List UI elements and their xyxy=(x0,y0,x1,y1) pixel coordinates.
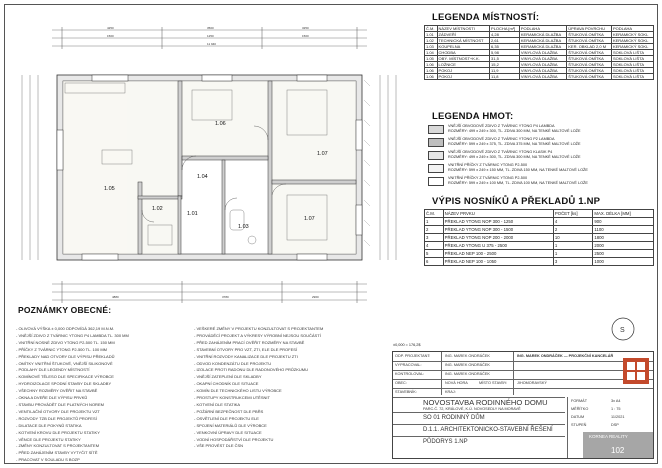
material-text: VNĚJŠÍ OBVODOVÉ ZDIVO Z TVÁRNIC YTONG P4 LAMBDA xyxy=(448,124,555,128)
table-cell: 2500 xyxy=(593,250,654,258)
table-cell: VINYLOVÁ DLAŽBA xyxy=(519,74,566,80)
header-cell: NÁZEV PRVKU xyxy=(443,210,553,218)
svg-text:4250: 4250 xyxy=(107,26,114,30)
material-text: VNITŘNÍ PŘÍČKY Z TVÁRNIC YTONG P2-500 xyxy=(448,176,528,180)
material-item xyxy=(428,124,654,137)
svg-text:11 940: 11 940 xyxy=(207,42,216,46)
note-line: - VNĚJŠÍ ZATEPLENÍ DLE SKLADBY xyxy=(194,374,262,380)
header-cell: NÁZEV MÍSTNOSTI xyxy=(437,26,489,32)
svg-text:3250: 3250 xyxy=(302,26,309,30)
table-row xyxy=(425,234,654,242)
object-name: SO 01 RODINNÝ DŮM xyxy=(423,415,485,421)
note-line: - PŘÍČKY Z TVÁRNIC YTONG P2-500 TL. 100 MM xyxy=(16,346,107,352)
label: VYPRACOVAL: xyxy=(395,363,422,367)
table-cell: 6 xyxy=(425,258,444,266)
value: 3x A4 xyxy=(611,399,621,403)
table-cell: ZÁDVEŘÍ xyxy=(437,32,489,38)
header-cell: ÚPRAVA POVRCHU xyxy=(567,26,612,32)
svg-text:3500: 3500 xyxy=(207,26,214,30)
note-line: - VENKOVNÍ ÚPRAVY DLE SITUACE xyxy=(194,429,262,435)
note-line: - SPOJENÍ MATERIÁLŮ DLE VÝROBCE xyxy=(194,422,267,428)
room-number: 1.06 xyxy=(215,121,226,127)
header-cell: PODLAHA xyxy=(611,26,653,32)
value: 1 : 75 xyxy=(611,407,621,411)
table-row xyxy=(425,226,654,234)
header-cell: POČET [ks] xyxy=(553,210,592,218)
table-cell: PŘEKLAD NEP 100 - 1050 xyxy=(443,258,553,266)
north-arrow-icon xyxy=(610,316,636,342)
table-cell: 1.04 xyxy=(425,50,438,56)
rooms-legend-table xyxy=(424,25,654,80)
note-line: - VNĚJŠÍ ZDIVO Z TVÁRNIC YTONG P4 LAMBDA TL. 300 MM xyxy=(16,332,129,338)
table-cell: 1 xyxy=(553,242,592,250)
table-cell: PŘEKLAD NEP 100 - 2500 xyxy=(443,250,553,258)
svg-text:4880: 4880 xyxy=(112,295,119,299)
table-cell: SOKLOVÁ LIŠTA xyxy=(611,56,653,62)
svg-text:1500: 1500 xyxy=(107,34,114,38)
table-row xyxy=(425,44,654,50)
note-line: - VODNÍ HOSPODÁŘSTVÍ DLE PROJEKTU xyxy=(194,436,274,442)
table-cell: 1.01 xyxy=(425,32,438,38)
material-swatch xyxy=(428,125,444,134)
note-line: - OSVĚTLENÍ DLE PROJEKTU ELE xyxy=(194,415,259,421)
material-item xyxy=(428,137,654,150)
note-line: - VENTILAČNÍ OTVORY DLE PROJEKTU VZT xyxy=(16,408,100,414)
table-cell: PŘEKLAD YTONG NOP 300 - 1250 xyxy=(443,218,553,226)
note-line: - IZOLACE PROTI RADONU DLE RADONOVÉHO PRŮZKUMU xyxy=(194,367,309,373)
material-swatch xyxy=(428,151,444,160)
watermark: KORNEA REALITY xyxy=(589,434,628,439)
label: STUPEŇ xyxy=(571,423,587,427)
table-row xyxy=(425,258,654,266)
lintels-table xyxy=(424,209,654,266)
note-line: - ODVOD KONDENZÁTU DLE PROJEKTU xyxy=(194,360,272,366)
value: ING. MAREK ONDRÁČEK xyxy=(445,372,490,376)
table-row xyxy=(425,56,654,62)
table-cell: 2000 xyxy=(593,242,654,250)
value: ING. MAREK ONDRÁČEK xyxy=(445,354,490,358)
note-line: - VĚNCE DLE PROJEKTU STATIKY xyxy=(16,436,81,442)
table-cell: KERAMICKÁ DLAŽBA xyxy=(519,32,566,38)
table-cell: ŠTUKOVÁ OMÍTKA xyxy=(567,38,612,44)
value: JIHOMORAVSKÝ xyxy=(517,381,547,385)
table-cell: 2 xyxy=(553,226,592,234)
rooms-legend-title: LEGENDA MÍSTNOSTÍ: xyxy=(432,12,540,23)
table-cell: 31,5 xyxy=(490,56,520,62)
value: ING. MAREK ONDRÁČEK xyxy=(445,363,490,367)
firm-name: ING. MAREK ONDRÁČEK — PROJEKČNÍ KANCELÁŘ xyxy=(517,354,614,358)
material-text: VNĚJŠÍ OBVODOVÉ ZDIVO Z TVÁRNIC YTONG P2 LAMBDA xyxy=(448,137,555,141)
note-line: - STAVBU PROVÁDĚT DLE PLATNÝCH NOREM xyxy=(16,401,104,407)
material-text: ROZMĚRY: 599 x 249 x 150 MM, TL. ZDIVA 150 MM, NA TENKÉ MALTOVÉ LOŽE xyxy=(448,167,588,172)
svg-text:3780: 3780 xyxy=(222,295,229,299)
table-cell: SOKLOVÁ LIŠTA xyxy=(611,74,653,80)
table-cell: VINYLOVÁ DLAŽBA xyxy=(519,50,566,56)
table-cell: ŠTUKOVÁ OMÍTKA xyxy=(567,32,612,38)
table-cell: 1.06 xyxy=(425,68,438,74)
table-cell: KERAMICKÝ SOKL xyxy=(611,38,653,44)
note-line: - VEŠKERÉ ZMĚNY V PROJEKTU KONZULTOVAT S PROJEKTANTEM xyxy=(194,326,324,331)
value: 11/2021 xyxy=(611,415,625,419)
table-cell: 3 xyxy=(553,258,592,266)
note-line: - PRACOVAT V SOULADU S BOZP xyxy=(16,457,80,463)
note-line: - VŠE PROVÉST DLE ČSN xyxy=(194,443,244,449)
material-text: VNITŘNÍ PŘÍČKY Z TVÁRNIC YTONG P2-500 xyxy=(448,163,528,167)
label: FORMÁT xyxy=(571,399,588,403)
room-number: 1.07 xyxy=(304,216,315,222)
table-cell: KERAMICKÁ DLAŽBA xyxy=(519,38,566,44)
svg-text:2960: 2960 xyxy=(312,295,319,299)
material-item xyxy=(428,163,654,176)
table-header xyxy=(425,210,654,218)
table-cell: VINYLOVÁ DLAŽBA xyxy=(519,62,566,68)
table-cell: ŠTUKOVÁ OMÍTKA xyxy=(567,74,612,80)
table-cell: 11,9 xyxy=(490,68,520,74)
svg-text:1250: 1250 xyxy=(207,34,214,38)
note-line: - OMÍTKY VNITŘNÍ ŠTUKOVÉ, VNĚJŠÍ SILIKONOVÉ xyxy=(16,360,113,366)
note-line: - STAVEBNÍ OTVORY PRO VZT, ZTI, ELE DLE PROFESÍ xyxy=(194,346,298,352)
table-cell: 1.05 xyxy=(425,56,438,62)
note-line: - ZMĚNY KONZULTOVAT S PROJEKTANTEM xyxy=(16,443,100,449)
table-cell: 1.02 xyxy=(425,38,438,44)
table-cell: 1000 xyxy=(593,258,654,266)
room-number: 1.01 xyxy=(187,211,198,217)
table-cell: SOKLOVÁ LIŠTA xyxy=(611,50,653,56)
table-cell: 1 xyxy=(553,250,592,258)
table-cell: VINYLOVÁ DLAŽBA xyxy=(519,56,566,62)
table-row xyxy=(425,74,654,80)
table-cell: TECHNICKÁ MÍSTNOST xyxy=(437,38,489,44)
note-line: - KOMÍNOVÉ TĚLESO DLE SPECIFIKACE VÝROBCE xyxy=(16,374,114,380)
note-line: - PODLAHY DLE LEGENDY MÍSTNOSTÍ xyxy=(16,367,90,373)
note-line: - OKAPNÍ CHODNÍK DLE SITUACE xyxy=(194,381,259,387)
note-line: - ROZVODY TZB DLE PROJEKTŮ PROFESÍ xyxy=(16,415,97,421)
table-row xyxy=(425,242,654,250)
note-line: - DILATACE DLE POKYNŮ STATIKA xyxy=(16,422,82,428)
label: ODP. PROJEKTANT: xyxy=(395,354,431,358)
label: KONTROLOVAL: xyxy=(395,372,425,376)
table-row xyxy=(425,218,654,226)
table-cell: SOKLOVÁ LIŠTA xyxy=(611,68,653,74)
note-line: - VNITŘNÍ NOSNÉ ZDIVO YTONG P2-500 TL. 150 MM xyxy=(16,339,115,345)
label: MÍSTO STAVBY: xyxy=(479,381,508,385)
table-row xyxy=(425,250,654,258)
title-block xyxy=(392,351,654,459)
table-cell: 11,8 xyxy=(490,74,520,80)
value: NOVÁ HORA xyxy=(445,381,468,385)
part-name: D.1.1. ARCHITEKTONICKO-STAVEBNÍ ŘEŠENÍ xyxy=(423,427,553,433)
note-line: - PŘED ZAHÁJENÍM STAVBY VYTYČIT SÍTĚ xyxy=(16,450,98,456)
table-cell: KER. OBKLAD 2,0 M xyxy=(567,44,612,50)
label: STAVEBNÍK: xyxy=(395,390,417,394)
table-cell: 2,61 xyxy=(490,38,520,44)
lintels-title: VÝPIS NOSNÍKŮ A PŘEKLADŮ 1.NP xyxy=(432,196,601,207)
table-cell: ŠTUKOVÁ OMÍTKA xyxy=(567,68,612,74)
room-number: 1.03 xyxy=(238,224,249,230)
header-cell: MAX. DÉLKA [MM] xyxy=(593,210,654,218)
value: DSP xyxy=(611,423,619,427)
room-number: 1.07 xyxy=(317,151,328,157)
material-swatch xyxy=(428,177,444,186)
table-cell: CHODBA xyxy=(437,50,489,56)
table-header xyxy=(425,26,654,32)
room-number: 1.05 xyxy=(104,186,115,192)
table-cell: 5 xyxy=(425,250,444,258)
table-cell: POKOJ xyxy=(437,74,489,80)
header-cell: Č.M. xyxy=(425,26,438,32)
header-cell: PODLAHA xyxy=(519,26,566,32)
materials-legend-title: LEGENDA HMOT: xyxy=(432,111,514,122)
table-cell: KOUPELNA xyxy=(437,44,489,50)
note-line: - KOMÍN DLE TECHNICKÉHO LISTU VÝROBCE xyxy=(194,388,282,394)
material-swatch xyxy=(428,164,444,173)
table-cell: LOŽNICE xyxy=(437,62,489,68)
table-cell: 10 xyxy=(553,234,592,242)
table-cell: PŘEKLAD YTONG NOP 200 - 2000 xyxy=(443,234,553,242)
note-line: - OLIVOVÁ VÝŠKA ± 0,000 ODPOVÍDÁ 362,19 M.N.M. xyxy=(16,326,115,331)
material-text: ROZMĚRY: 599 x 249 x 100 MM, TL. ZDIVA 100 MM, NA TENKÉ MALTOVÉ LOŽE xyxy=(448,180,588,185)
firm-logo-icon xyxy=(621,352,653,386)
label: OBEC: xyxy=(395,381,407,385)
note-line: - PŘEKLADY NAD OTVORY DLE VÝPISU PŘEKLADŮ xyxy=(16,353,115,359)
svg-text:1500: 1500 xyxy=(302,34,309,38)
material-item xyxy=(428,176,654,189)
table-cell: OBÝ. MÍSTNOST+K.K. xyxy=(437,56,489,62)
table-cell: 4 xyxy=(553,218,592,226)
table-cell: 1.06 xyxy=(425,62,438,68)
note-line: - KOTVENÍ KROVU DLE PROJEKTU STATIKY xyxy=(16,429,100,435)
north-label: S xyxy=(620,327,625,334)
table-cell: 4,28 xyxy=(490,32,520,38)
note-line: - PŘED ZAHÁJENÍM PRACÍ OVĚŘIT ROZMĚRY NA STAVBĚ xyxy=(194,339,305,345)
table-cell: VINYLOVÁ DLAŽBA xyxy=(519,68,566,74)
note-line: - POŽÁRNÍ BEZPEČNOST DLE PBŘS xyxy=(194,408,264,414)
header-cell: Č.M. xyxy=(425,210,444,218)
table-cell: 1100 xyxy=(593,226,654,234)
table-cell: KERAMICKÝ SOKL xyxy=(611,32,653,38)
table-cell: 5,98 xyxy=(490,50,520,56)
table-cell: 900 xyxy=(593,218,654,226)
table-cell: PŘEKLAD YTONG U 375 - 2500 xyxy=(443,242,553,250)
table-cell: PŘEKLAD YTONG NOP 300 - 1500 xyxy=(443,226,553,234)
value: KRAJ: xyxy=(445,390,456,394)
material-text: ROZMĚRY: 499 x 249 x 300, TL. ZDIVA 300 MM, NA TENKÉ MALTOVÉ LOŽE xyxy=(448,128,581,133)
level-note: ±0,000 = 176,2$ xyxy=(393,343,421,347)
table-cell: 6,35 xyxy=(490,44,520,50)
note-line: - PROVÁDĚCÍ PROJEKT A VÝKRESY VÝROBNÍ NEJSOU SOUČÁSTÍ xyxy=(194,332,321,338)
table-cell: 4 xyxy=(425,242,444,250)
table-cell: ŠTUKOVÁ OMÍTKA xyxy=(567,50,612,56)
material-swatch xyxy=(428,138,444,147)
note-line: - KOTVENÍ DLE STATIKA xyxy=(194,401,241,407)
label: MĚŘÍTKO xyxy=(571,407,589,411)
note-line: - OKNA A DVEŘE DLE VÝPISU PRVKŮ xyxy=(16,395,88,401)
material-text: ROZMĚRY: 499 x 249 x 300, TL. ZDIVA 300 MM, NA TENKÉ MALTOVÉ LOŽE xyxy=(448,154,581,159)
material-text: VNĚJŠÍ OBVODOVÉ ZDIVO Z TVÁRNIC YTONG KLASIK P4 xyxy=(448,150,553,154)
note-line: - HYDROIZOLACE SPODNÍ STAVBY DLE SKLADBY xyxy=(16,381,112,387)
floor-plan xyxy=(12,20,404,310)
table-cell: KERAMICKÝ SOKL xyxy=(611,44,653,50)
drawing-number: 102 xyxy=(611,446,625,455)
material-item xyxy=(428,150,654,163)
table-cell: 15,2 xyxy=(490,62,520,68)
note-line: - VŠECHNY ROZMĚRY OVĚŘIT NA STAVBĚ xyxy=(16,388,98,394)
table-cell: POKOJ xyxy=(437,68,489,74)
materials-legend xyxy=(428,124,654,189)
room-number: 1.04 xyxy=(197,174,208,180)
table-cell: KERAMICKÁ DLAŽBA xyxy=(519,44,566,50)
table-row xyxy=(425,38,654,44)
table-cell: 1 xyxy=(425,218,444,226)
table-cell: 1.03 xyxy=(425,44,438,50)
label: DATUM xyxy=(571,415,585,419)
drawing-name: PŮDORYS 1.NP xyxy=(423,439,468,445)
table-cell: SOKLOVÁ LIŠTA xyxy=(611,62,653,68)
material-text: ROZMĚRY: 599 x 249 x 375, TL. ZDIVA 375 MM, NA TENKÉ MALTOVÉ LOŽE xyxy=(448,141,581,146)
table-cell: 3 xyxy=(425,234,444,242)
header-cell: PLOCHA [m²] xyxy=(490,26,520,32)
notes-title: POZNÁMKY OBECNÉ: xyxy=(18,305,112,315)
parcel: PARC.Č. 72, KRÁLOVÉ, K.Ú. NOVOSEDLY NA MORAVĚ xyxy=(423,407,521,411)
table-cell: ŠTUKOVÁ OMÍTKA xyxy=(567,62,612,68)
terrace-hatch xyxy=(364,80,370,246)
table-cell: 2 xyxy=(425,226,444,234)
table-cell: 1.06 xyxy=(425,74,438,80)
note-line: - VNITŘNÍ ROZVODY KANALIZACE DLE PROJEKTU ZTI xyxy=(194,353,298,359)
project-title: NOVOSTAVBA RODINNÉHO DOMU xyxy=(423,398,548,407)
note-line: - PROSTUPY KONSTRUKCEMI UTĚSNIT xyxy=(194,395,270,401)
table-cell: ŠTUKOVÁ OMÍTKA xyxy=(567,56,612,62)
room-number: 1.02 xyxy=(152,206,163,212)
table-cell: 1800 xyxy=(593,234,654,242)
